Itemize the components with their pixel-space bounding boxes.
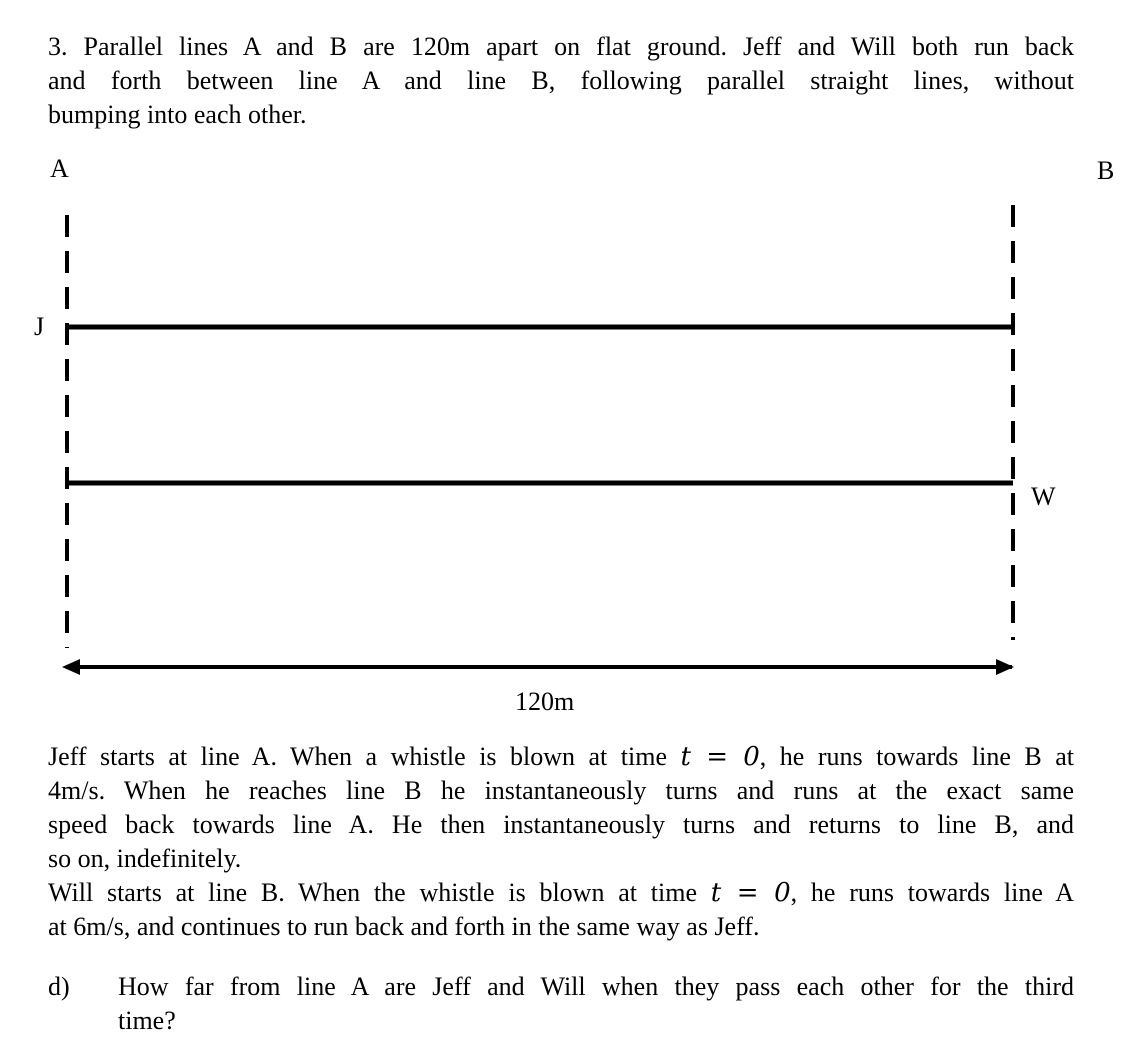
body-line-1-end: , he runs towards line B at <box>759 742 1074 771</box>
label-line-b: B <box>1097 156 1115 185</box>
body-line-5 <box>48 876 1074 910</box>
intro-line-1: 3. Parallel lines A and B are 120m apart on flat ground. Jeff and Will both run back <box>48 32 1074 61</box>
body-line-1-text: Jeff starts at line A. When a whistle is blown at time <box>48 742 681 771</box>
body-line-5-end: , he runs towards line A <box>790 878 1074 907</box>
body-line-6: at 6m/s, and continues to run back and forth in the same way as Jeff. <box>48 912 760 941</box>
distance-label: 120m <box>515 687 575 716</box>
time-variable-2: t = 0 <box>710 878 791 908</box>
label-will: W <box>1031 482 1056 511</box>
question-line-1: How far from line A are Jeff and Will when they pass each other for the third <box>118 972 1074 1001</box>
distance-arrow-left-head <box>62 659 80 675</box>
distance-arrow-right-head <box>996 659 1014 675</box>
intro-line-3: bumping into each other. <box>48 100 307 129</box>
body-line-1 <box>48 740 1074 774</box>
body-line-5-text: Will starts at line B. When the whistle is blown at time <box>48 878 711 907</box>
body-line-3: speed back towards line A. He then instantaneously turns and returns to line B, and <box>48 810 1074 839</box>
body-line-4: so on, indefinitely. <box>48 844 242 873</box>
question-line-2: time? <box>118 1006 176 1035</box>
label-line-a: A <box>50 154 69 183</box>
question-label: d) <box>48 972 70 1001</box>
body-paragraph <box>48 740 1074 944</box>
question-text <box>118 970 1074 1038</box>
label-jeff: J <box>34 312 45 341</box>
time-variable: t = 0 <box>680 742 760 772</box>
body-line-2: 4m/s. When he reaches line B he instantaneously turns and runs at the exact same <box>48 776 1074 805</box>
intro-line-2: and forth between line A and line B, following parallel straight lines, without <box>48 66 1074 95</box>
